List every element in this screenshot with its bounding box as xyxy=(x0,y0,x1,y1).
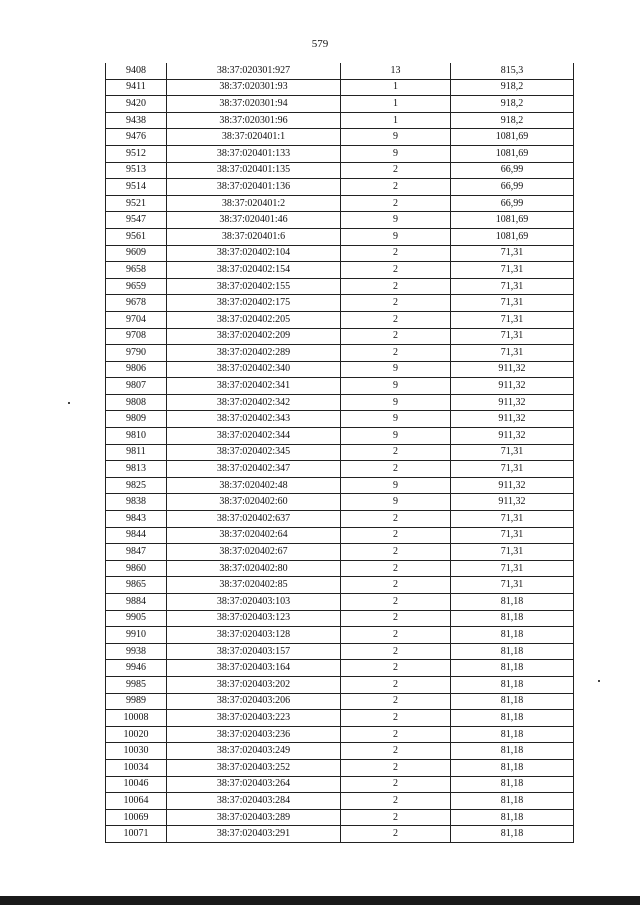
count-cell: 9 xyxy=(341,494,451,511)
value-cell: 81,18 xyxy=(451,743,574,760)
count-cell: 2 xyxy=(341,809,451,826)
cadastral-number-cell: 38:37:020402:80 xyxy=(167,560,341,577)
table-row xyxy=(106,809,574,826)
cadastral-number-cell: 38:37:020402:341 xyxy=(167,378,341,395)
table-row xyxy=(106,544,574,561)
table-row xyxy=(106,826,574,843)
table-row xyxy=(106,79,574,96)
scan-bottom-edge xyxy=(0,896,640,905)
table-row xyxy=(106,461,574,478)
row-number-cell: 9825 xyxy=(106,477,167,494)
row-number-cell: 10046 xyxy=(106,776,167,793)
count-cell: 2 xyxy=(341,693,451,710)
count-cell: 2 xyxy=(341,162,451,179)
value-cell: 81,18 xyxy=(451,793,574,810)
table-row xyxy=(106,328,574,345)
table-row xyxy=(106,212,574,229)
count-cell: 9 xyxy=(341,212,451,229)
table-row xyxy=(106,228,574,245)
cadastral-number-cell: 38:37:020402:347 xyxy=(167,461,341,478)
cadastral-number-cell: 38:37:020402:205 xyxy=(167,311,341,328)
table-row xyxy=(106,726,574,743)
row-number-cell: 9847 xyxy=(106,544,167,561)
cadastral-number-cell: 38:37:020401:6 xyxy=(167,228,341,245)
cadastral-number-cell: 38:37:020301:94 xyxy=(167,96,341,113)
count-cell: 2 xyxy=(341,776,451,793)
table-row xyxy=(106,245,574,262)
value-cell: 71,31 xyxy=(451,245,574,262)
table-row xyxy=(106,345,574,362)
count-cell: 2 xyxy=(341,444,451,461)
table-row xyxy=(106,129,574,146)
value-cell: 71,31 xyxy=(451,278,574,295)
count-cell: 2 xyxy=(341,560,451,577)
cadastral-number-cell: 38:37:020402:637 xyxy=(167,511,341,528)
count-cell: 13 xyxy=(341,63,451,79)
cadastral-number-cell: 38:37:020403:291 xyxy=(167,826,341,843)
row-number-cell: 9985 xyxy=(106,676,167,693)
row-number-cell: 9807 xyxy=(106,378,167,395)
table-row xyxy=(106,660,574,677)
cadastral-number-cell: 38:37:020403:223 xyxy=(167,710,341,727)
table-row xyxy=(106,610,574,627)
count-cell: 2 xyxy=(341,643,451,660)
row-number-cell: 9513 xyxy=(106,162,167,179)
count-cell: 9 xyxy=(341,428,451,445)
count-cell: 9 xyxy=(341,477,451,494)
row-number-cell: 9438 xyxy=(106,112,167,129)
count-cell: 2 xyxy=(341,660,451,677)
count-cell: 2 xyxy=(341,577,451,594)
cadastral-number-cell: 38:37:020403:284 xyxy=(167,793,341,810)
row-number-cell: 9476 xyxy=(106,129,167,146)
row-number-cell: 9810 xyxy=(106,428,167,445)
cadastral-number-cell: 38:37:020403:249 xyxy=(167,743,341,760)
value-cell: 81,18 xyxy=(451,809,574,826)
row-number-cell: 9910 xyxy=(106,627,167,644)
row-number-cell: 9811 xyxy=(106,444,167,461)
cadastral-number-cell: 38:37:020402:154 xyxy=(167,262,341,279)
cadastral-number-cell: 38:37:020401:135 xyxy=(167,162,341,179)
value-cell: 71,31 xyxy=(451,345,574,362)
table-row xyxy=(106,195,574,212)
count-cell: 2 xyxy=(341,311,451,328)
value-cell: 911,32 xyxy=(451,394,574,411)
cadastral-number-cell: 38:37:020402:67 xyxy=(167,544,341,561)
table-row xyxy=(106,262,574,279)
value-cell: 918,2 xyxy=(451,96,574,113)
value-cell: 911,32 xyxy=(451,428,574,445)
value-cell: 911,32 xyxy=(451,411,574,428)
value-cell: 81,18 xyxy=(451,610,574,627)
row-number-cell: 9609 xyxy=(106,245,167,262)
count-cell: 9 xyxy=(341,145,451,162)
row-number-cell: 9938 xyxy=(106,643,167,660)
cadastral-table xyxy=(105,63,574,843)
table-row xyxy=(106,759,574,776)
table-row xyxy=(106,643,574,660)
value-cell: 81,18 xyxy=(451,660,574,677)
row-number-cell: 9561 xyxy=(106,228,167,245)
cadastral-number-cell: 38:37:020402:345 xyxy=(167,444,341,461)
count-cell: 2 xyxy=(341,826,451,843)
row-number-cell: 9884 xyxy=(106,594,167,611)
value-cell: 71,31 xyxy=(451,511,574,528)
count-cell: 2 xyxy=(341,195,451,212)
table-row xyxy=(106,394,574,411)
cadastral-number-cell: 38:37:020403:157 xyxy=(167,643,341,660)
row-number-cell: 9844 xyxy=(106,527,167,544)
count-cell: 2 xyxy=(341,278,451,295)
count-cell: 9 xyxy=(341,394,451,411)
cadastral-number-cell: 38:37:020301:927 xyxy=(167,63,341,79)
value-cell: 1081,69 xyxy=(451,145,574,162)
row-number-cell: 9806 xyxy=(106,361,167,378)
table-row xyxy=(106,511,574,528)
count-cell: 9 xyxy=(341,129,451,146)
cadastral-number-cell: 38:37:020402:64 xyxy=(167,527,341,544)
table-row xyxy=(106,793,574,810)
value-cell: 71,31 xyxy=(451,527,574,544)
row-number-cell: 9860 xyxy=(106,560,167,577)
cadastral-number-cell: 38:37:020403:128 xyxy=(167,627,341,644)
page-number: 579 xyxy=(311,38,329,50)
count-cell: 2 xyxy=(341,262,451,279)
value-cell: 71,31 xyxy=(451,461,574,478)
value-cell: 71,31 xyxy=(451,577,574,594)
table-row xyxy=(106,179,574,196)
table-row xyxy=(106,63,574,79)
row-number-cell: 9708 xyxy=(106,328,167,345)
cadastral-number-cell: 38:37:020403:264 xyxy=(167,776,341,793)
value-cell: 918,2 xyxy=(451,112,574,129)
row-number-cell: 10034 xyxy=(106,759,167,776)
table-row xyxy=(106,693,574,710)
count-cell: 2 xyxy=(341,461,451,478)
count-cell: 9 xyxy=(341,411,451,428)
cadastral-number-cell: 38:37:020402:344 xyxy=(167,428,341,445)
cadastral-number-cell: 38:37:020403:123 xyxy=(167,610,341,627)
value-cell: 66,99 xyxy=(451,162,574,179)
row-number-cell: 9521 xyxy=(106,195,167,212)
count-cell: 2 xyxy=(341,594,451,611)
count-cell: 2 xyxy=(341,328,451,345)
cadastral-number-cell: 38:37:020402:343 xyxy=(167,411,341,428)
count-cell: 2 xyxy=(341,793,451,810)
row-number-cell: 9808 xyxy=(106,394,167,411)
value-cell: 918,2 xyxy=(451,79,574,96)
row-number-cell: 9838 xyxy=(106,494,167,511)
count-cell: 2 xyxy=(341,179,451,196)
value-cell: 71,31 xyxy=(451,311,574,328)
count-cell: 1 xyxy=(341,112,451,129)
row-number-cell: 10064 xyxy=(106,793,167,810)
scan-speck xyxy=(68,402,70,404)
row-number-cell: 9989 xyxy=(106,693,167,710)
row-number-cell: 9946 xyxy=(106,660,167,677)
row-number-cell: 9790 xyxy=(106,345,167,362)
row-number-cell: 10008 xyxy=(106,710,167,727)
value-cell: 911,32 xyxy=(451,378,574,395)
cadastral-number-cell: 38:37:020402:209 xyxy=(167,328,341,345)
cadastral-number-cell: 38:37:020301:96 xyxy=(167,112,341,129)
cadastral-number-cell: 38:37:020403:164 xyxy=(167,660,341,677)
count-cell: 2 xyxy=(341,544,451,561)
table-row xyxy=(106,577,574,594)
cadastral-number-cell: 38:37:020403:206 xyxy=(167,693,341,710)
row-number-cell: 9865 xyxy=(106,577,167,594)
table-row xyxy=(106,311,574,328)
scan-speck xyxy=(598,680,600,682)
value-cell: 66,99 xyxy=(451,179,574,196)
count-cell: 2 xyxy=(341,295,451,312)
value-cell: 911,32 xyxy=(451,477,574,494)
value-cell: 81,18 xyxy=(451,693,574,710)
table-row xyxy=(106,477,574,494)
table-row xyxy=(106,361,574,378)
row-number-cell: 10071 xyxy=(106,826,167,843)
row-number-cell: 9408 xyxy=(106,63,167,79)
cadastral-number-cell: 38:37:020403:289 xyxy=(167,809,341,826)
count-cell: 1 xyxy=(341,96,451,113)
table-row xyxy=(106,428,574,445)
cadastral-number-cell: 38:37:020402:175 xyxy=(167,295,341,312)
count-cell: 2 xyxy=(341,610,451,627)
count-cell: 1 xyxy=(341,79,451,96)
row-number-cell: 9658 xyxy=(106,262,167,279)
value-cell: 71,31 xyxy=(451,328,574,345)
value-cell: 815,3 xyxy=(451,63,574,79)
value-cell: 1081,69 xyxy=(451,129,574,146)
value-cell: 911,32 xyxy=(451,361,574,378)
count-cell: 2 xyxy=(341,726,451,743)
cadastral-number-cell: 38:37:020402:48 xyxy=(167,477,341,494)
value-cell: 71,31 xyxy=(451,262,574,279)
cadastral-number-cell: 38:37:020401:133 xyxy=(167,145,341,162)
cadastral-number-cell: 38:37:020402:289 xyxy=(167,345,341,362)
row-number-cell: 9514 xyxy=(106,179,167,196)
value-cell: 66,99 xyxy=(451,195,574,212)
table-row xyxy=(106,112,574,129)
count-cell: 2 xyxy=(341,627,451,644)
count-cell: 2 xyxy=(341,345,451,362)
count-cell: 2 xyxy=(341,511,451,528)
count-cell: 9 xyxy=(341,361,451,378)
value-cell: 81,18 xyxy=(451,710,574,727)
row-number-cell: 10069 xyxy=(106,809,167,826)
row-number-cell: 10030 xyxy=(106,743,167,760)
value-cell: 911,32 xyxy=(451,494,574,511)
count-cell: 2 xyxy=(341,245,451,262)
row-number-cell: 9843 xyxy=(106,511,167,528)
count-cell: 2 xyxy=(341,676,451,693)
row-number-cell: 9809 xyxy=(106,411,167,428)
table-row xyxy=(106,96,574,113)
value-cell: 81,18 xyxy=(451,826,574,843)
cadastral-number-cell: 38:37:020401:1 xyxy=(167,129,341,146)
row-number-cell: 9678 xyxy=(106,295,167,312)
row-number-cell: 9420 xyxy=(106,96,167,113)
cadastral-number-cell: 38:37:020403:202 xyxy=(167,676,341,693)
value-cell: 71,31 xyxy=(451,544,574,561)
row-number-cell: 9813 xyxy=(106,461,167,478)
cadastral-number-cell: 38:37:020402:342 xyxy=(167,394,341,411)
value-cell: 81,18 xyxy=(451,594,574,611)
cadastral-number-cell: 38:37:020402:155 xyxy=(167,278,341,295)
cadastral-number-cell: 38:37:020301:93 xyxy=(167,79,341,96)
row-number-cell: 9659 xyxy=(106,278,167,295)
value-cell: 81,18 xyxy=(451,726,574,743)
table-row xyxy=(106,710,574,727)
value-cell: 1081,69 xyxy=(451,212,574,229)
count-cell: 9 xyxy=(341,228,451,245)
count-cell: 2 xyxy=(341,710,451,727)
value-cell: 81,18 xyxy=(451,643,574,660)
row-number-cell: 9704 xyxy=(106,311,167,328)
row-number-cell: 10020 xyxy=(106,726,167,743)
count-cell: 2 xyxy=(341,759,451,776)
cadastral-number-cell: 38:37:020401:136 xyxy=(167,179,341,196)
cadastral-number-cell: 38:37:020401:46 xyxy=(167,212,341,229)
cadastral-number-cell: 38:37:020402:104 xyxy=(167,245,341,262)
table-row xyxy=(106,411,574,428)
table-row xyxy=(106,494,574,511)
table-row xyxy=(106,444,574,461)
value-cell: 1081,69 xyxy=(451,228,574,245)
row-number-cell: 9547 xyxy=(106,212,167,229)
table-row xyxy=(106,378,574,395)
table-row xyxy=(106,776,574,793)
cadastral-number-cell: 38:37:020403:236 xyxy=(167,726,341,743)
cadastral-number-cell: 38:37:020401:2 xyxy=(167,195,341,212)
table-row xyxy=(106,676,574,693)
count-cell: 2 xyxy=(341,527,451,544)
row-number-cell: 9411 xyxy=(106,79,167,96)
value-cell: 81,18 xyxy=(451,776,574,793)
table-row xyxy=(106,527,574,544)
cadastral-number-cell: 38:37:020402:340 xyxy=(167,361,341,378)
table-row xyxy=(106,295,574,312)
table-row xyxy=(106,743,574,760)
value-cell: 71,31 xyxy=(451,295,574,312)
cadastral-number-cell: 38:37:020403:252 xyxy=(167,759,341,776)
value-cell: 81,18 xyxy=(451,627,574,644)
count-cell: 9 xyxy=(341,378,451,395)
table-row xyxy=(106,627,574,644)
table-body xyxy=(106,63,574,842)
value-cell: 81,18 xyxy=(451,676,574,693)
cadastral-number-cell: 38:37:020402:85 xyxy=(167,577,341,594)
table-row xyxy=(106,560,574,577)
row-number-cell: 9512 xyxy=(106,145,167,162)
cadastral-number-cell: 38:37:020403:103 xyxy=(167,594,341,611)
value-cell: 71,31 xyxy=(451,560,574,577)
value-cell: 81,18 xyxy=(451,759,574,776)
row-number-cell: 9905 xyxy=(106,610,167,627)
table-row xyxy=(106,162,574,179)
value-cell: 71,31 xyxy=(451,444,574,461)
cadastral-number-cell: 38:37:020402:60 xyxy=(167,494,341,511)
count-cell: 2 xyxy=(341,743,451,760)
table-row xyxy=(106,278,574,295)
table-row xyxy=(106,145,574,162)
table-row xyxy=(106,594,574,611)
